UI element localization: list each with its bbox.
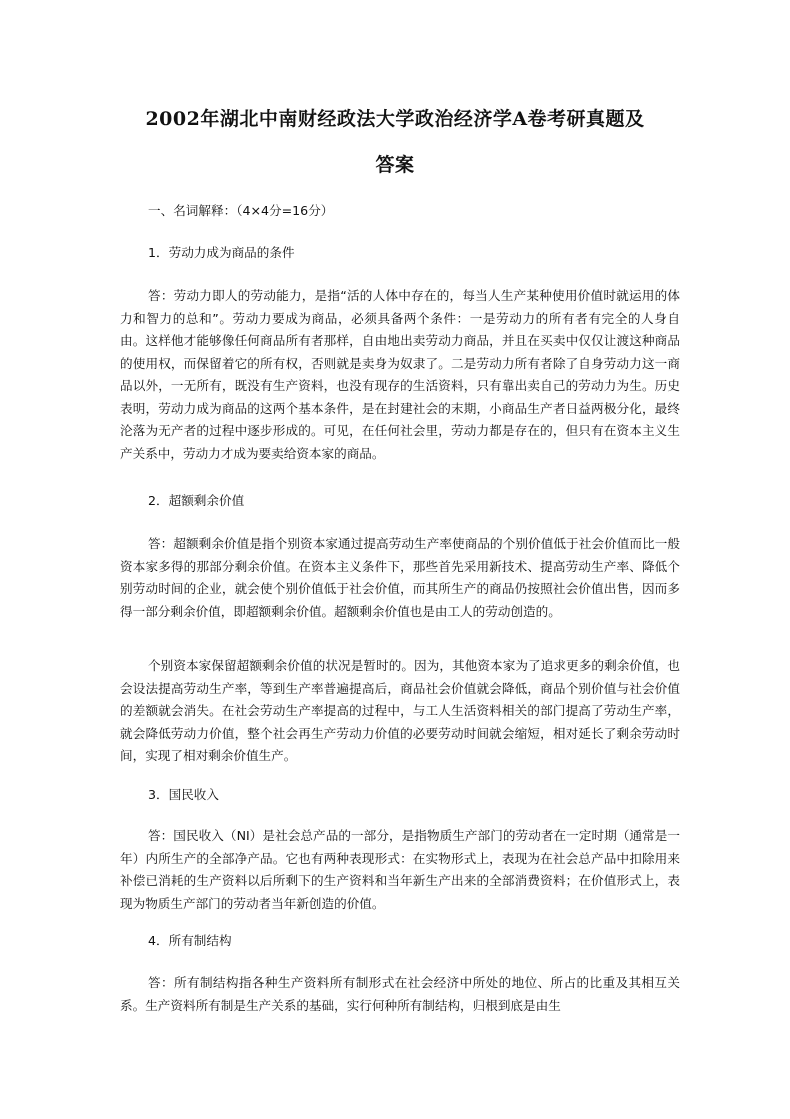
q1-answer: 答：劳动力即人的劳动能力，是指“活的人体中存在的，每当人生产某种使用价值时就运用的体力和智力的总和”。劳动力要成为商品，必须具备两个条件：一是劳动力的所有者有完全的人身自由。这样他才能够像任何商品所有者那样，自由地出卖劳动力商品，并且在买卖中仅仅让渡这种商品的使用权，而保留着它的所有权，否则就是卖身为奴隶了。二是劳动力所有者除了自身劳动力这一商品以外，一无所有，既没有生产资料，也没有现存的生活资料，只有靠出卖自己的劳动力为生。历史表明，劳动力成为商品的这两个基本条件，是在封建社会的末期，小商品生产者日益两极分化，最终沦落为无产者的过程中逐步形成的。可见，在任何社会里，劳动力都是存在的，但只有在资本主义生产关系中，劳动力才成为要卖给资本家的商品。 [120,288,680,461]
q4-heading: 4．所有制结构 [148,933,232,948]
q2-answer-paragraph-1: 答：超额剩余价值是指个别资本家通过提高劳动生产率使商品的个别价值低于社会价值而比一般资本家多得的那部分剩余价值。在资本主义条件下，那些首先采用新技术、提高劳动生产率、降低个别劳动时间的企业，就会使个别价值低于社会价值，而其所生产的商品仍按照社会价值出售，因而多得一部分剩余价值，即超额剩余价值。超额剩余价值也是由工人的劳动创造的。 [120,536,680,619]
q2-answer-paragraph-2: 个别资本家保留超额剩余价值的状况是暂时的。因为，其他资本家为了追求更多的剩余价值，也会设法提高劳动生产率，等到生产率普遍提高后，商品社会价值就会降低，商品个别价值与社会价值的差额就会消失。在社会劳动生产率提高的过程中，与工人生活资料相关的部门提高了劳动生产率，就会降低劳动力价值，整个社会再生产劳动力价值的必要劳动时间就会缩短，相对延长了剩余劳动时间，实现了相对剩余价值生产。 [120,658,680,763]
document-title [98,96,692,188]
section-heading: 一、名词解释：（4×4分=16分） [148,203,334,218]
q3-heading: 3．国民收入 [148,787,219,802]
q2-heading: 2．超额剩余价值 [148,493,245,508]
q3-answer: 答：国民收入（NI）是社会总产品的一部分，是指物质生产部门的劳动者在一定时期（通常是一年）内所生产的全部净产品。它也有两种表现形式：在实物形式上，表现为在社会总产品中扣除用来补偿已消耗的生产资料以后所剩下的生产资料和当年新生产出来的全部消费资料；在价值形式上，表现为物质生产部门的劳动者当年新创造的价值。 [120,828,680,911]
q1-heading: 1．劳动力成为商品的条件 [148,245,295,260]
q4-answer: 答：所有制结构指各种生产资料所有制形式在社会经济中所处的地位、所占的比重及其相互关系。生产资料所有制是生产关系的基础，实行何种所有制结构，归根到底是由生 [120,975,680,1013]
title-line-2: 答案 [375,154,415,176]
title-line-1: 2002年湖北中南财经政法大学政治经济学A卷考研真题及 [145,108,645,130]
